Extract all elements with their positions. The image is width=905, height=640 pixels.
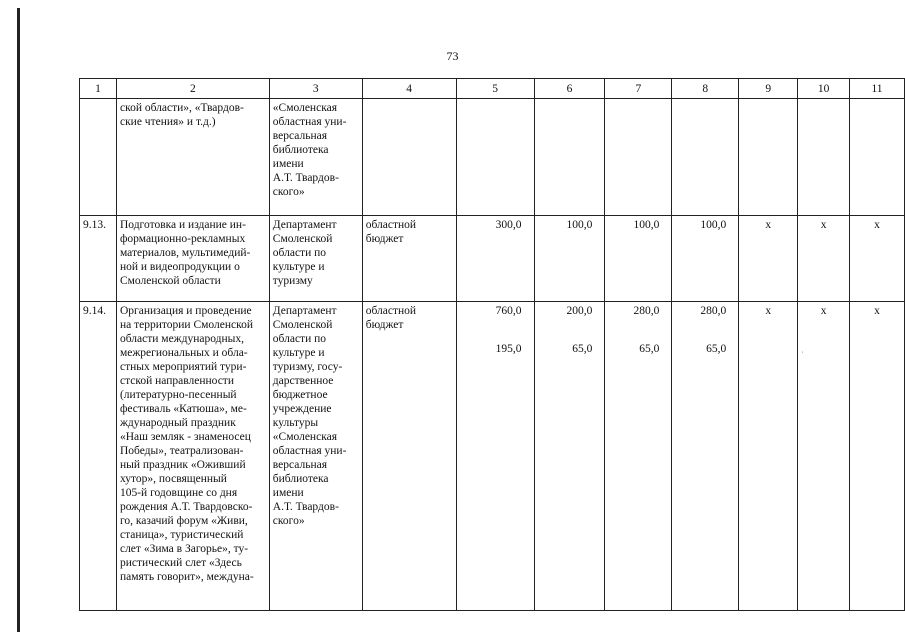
col-10-value: x bbox=[798, 216, 850, 302]
header-cell: 3 bbox=[269, 79, 362, 99]
col-9-value: x bbox=[739, 302, 798, 611]
amount-year-3: 100,0 bbox=[672, 216, 739, 302]
col-10-value: x bbox=[798, 302, 850, 611]
amount-year-1 bbox=[534, 99, 605, 216]
event-description: Организация и проведение на территории Смоленской области международных, межрегиональных и обла- стных мероприятий тури- стской направленности (литературно-песенный фестиваль «Катюша», ме- ждународный праздник «Наш земляк - знаменосец Победы», театрализован- ный праздник «Оживший хутор», посвященный 105-й годовщине со дня рождения А.Т. Твардовско- го, казачий форум «Живи, станица», туристический слет «Зима в Загорье», ту- ристический слет «Здесь память говорит», междуна- bbox=[116, 302, 269, 611]
amount-total bbox=[456, 302, 534, 611]
binding-line bbox=[17, 8, 20, 632]
table-row bbox=[80, 99, 905, 216]
header-row bbox=[80, 79, 905, 99]
amount-year-2-line-2: 65,0 bbox=[639, 343, 660, 355]
amount-year-3-line-2: 65,0 bbox=[706, 343, 727, 355]
funding-source: областной бюджет bbox=[362, 302, 456, 611]
header-cell: 9 bbox=[739, 79, 798, 99]
header-cell: 2 bbox=[116, 79, 269, 99]
amount-year-2 bbox=[605, 302, 672, 611]
col-9-value bbox=[739, 99, 798, 216]
funding-source: областной бюджет bbox=[362, 216, 456, 302]
header-cell: 6 bbox=[534, 79, 605, 99]
executor: «Смоленская областная уни- версальная библиотека имени А.Т. Твардов- ского» bbox=[269, 99, 362, 216]
col-11-value bbox=[850, 99, 905, 216]
row-number bbox=[80, 99, 117, 216]
amount-year-1 bbox=[534, 302, 605, 611]
amount-year-1-line-1: 200,0 bbox=[566, 305, 593, 317]
executor: Департамент Смоленской области по культуре и туризму, госу- дарственное бюджетное учреждение культуры «Смоленская областная уни- версальная библиотека имени А.Т. Твардов- ского» bbox=[269, 302, 362, 611]
amount-total: 300,0 bbox=[456, 216, 534, 302]
table-row bbox=[80, 302, 905, 611]
row-number: 9.14. bbox=[80, 302, 117, 611]
header-cell: 1 bbox=[80, 79, 117, 99]
col-9-value: x bbox=[739, 216, 798, 302]
amount-year-1-line-2: 65,0 bbox=[572, 343, 593, 355]
amount-year-3-line-1: 280,0 bbox=[700, 305, 727, 317]
table-row bbox=[80, 216, 905, 302]
header-cell: 4 bbox=[362, 79, 456, 99]
col-10-value bbox=[798, 99, 850, 216]
executor: Департамент Смоленской области по культуре и туризму bbox=[269, 216, 362, 302]
funding-source bbox=[362, 99, 456, 216]
scan-speck: ˙ bbox=[801, 350, 804, 359]
col-11-value: x bbox=[850, 302, 905, 611]
amount-total bbox=[456, 99, 534, 216]
header-cell: 8 bbox=[672, 79, 739, 99]
amount-year-2: 100,0 bbox=[605, 216, 672, 302]
amount-year-2-line-1: 280,0 bbox=[633, 305, 660, 317]
row-number: 9.13. bbox=[80, 216, 117, 302]
header-cell: 10 bbox=[798, 79, 850, 99]
amount-year-3 bbox=[672, 302, 739, 611]
event-description: Подготовка и издание ин- формационно-рекламных материалов, мультимедий- ной и видеопродукции о Смоленской области bbox=[116, 216, 269, 302]
col-11-value: x bbox=[850, 216, 905, 302]
header-cell: 7 bbox=[605, 79, 672, 99]
amount-total-line-2: 195,0 bbox=[495, 343, 522, 355]
amount-year-2 bbox=[605, 99, 672, 216]
event-description: ской области», «Твардов- ские чтения» и т.д.) bbox=[116, 99, 269, 216]
amount-year-1: 100,0 bbox=[534, 216, 605, 302]
budget-table bbox=[79, 78, 905, 611]
page-number: 73 bbox=[446, 49, 459, 63]
amount-total-line-1: 760,0 bbox=[495, 305, 522, 317]
header-cell: 11 bbox=[850, 79, 905, 99]
header-cell: 5 bbox=[456, 79, 534, 99]
amount-year-3 bbox=[672, 99, 739, 216]
